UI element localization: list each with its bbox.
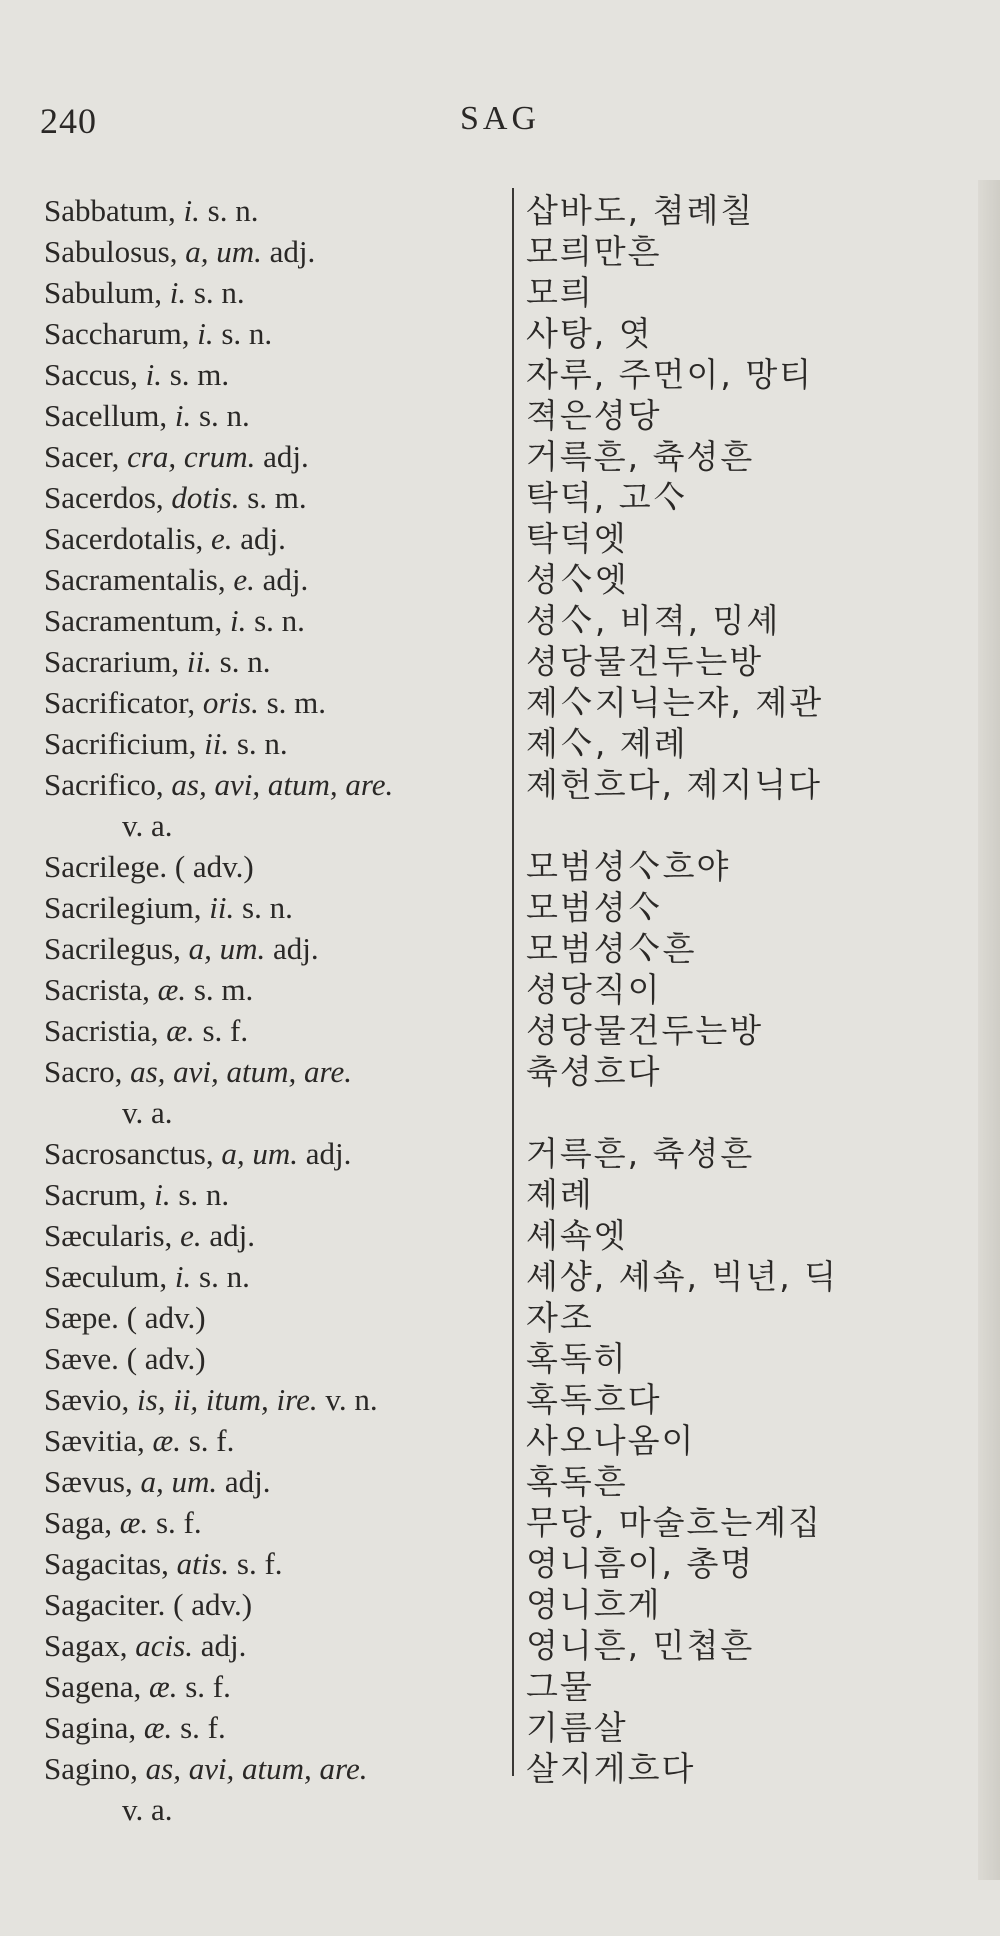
dictionary-entry — [0, 313, 1000, 354]
korean-translation: 졔亽, 졔례 — [526, 724, 688, 763]
inflection-forms: i. — [197, 316, 214, 351]
dictionary-entry — [0, 682, 1000, 723]
inflection-forms: ii. — [204, 726, 230, 761]
latin-term — [44, 682, 504, 723]
latin-term — [44, 1379, 504, 1420]
headword: Sacerdos, — [44, 480, 164, 515]
korean-translation: 모범셩亽흐야 — [526, 847, 731, 886]
korean-translation: 혹독흔 — [526, 1462, 628, 1501]
grammar-label: s. m. — [193, 972, 254, 1007]
grammar-label: s. n. — [254, 603, 305, 638]
latin-term — [44, 1748, 504, 1830]
grammar-label: s. n. — [193, 275, 245, 310]
dictionary-entry — [0, 928, 1000, 969]
latin-term — [44, 1215, 504, 1256]
grammar-label: s. m. — [247, 480, 307, 515]
dictionary-entry — [0, 723, 1000, 764]
korean-translation: 거륵흔, 츅셩흔 — [526, 1134, 755, 1173]
dictionary-entry — [0, 1707, 1000, 1748]
grammar-label: adj. — [200, 1628, 247, 1663]
headword: Sagaciter. — [44, 1587, 166, 1622]
page-number: 240 — [40, 101, 97, 141]
latin-term — [44, 313, 504, 354]
inflection-forms: e. — [180, 1218, 202, 1253]
inflection-forms: i. — [229, 603, 247, 638]
korean-translation: 혹독히 — [526, 1339, 628, 1378]
latin-term — [44, 1420, 504, 1461]
headword: Sacerdotalis, — [44, 521, 204, 556]
korean-translation: 젹은셩당 — [526, 396, 662, 435]
inflection-forms: a, um. — [188, 931, 266, 966]
grammar-label: s. f. — [155, 1505, 202, 1540]
headword: Sacrosanctus, — [44, 1136, 214, 1171]
headword: Sacrifico, — [44, 767, 164, 802]
headword: Sacrarium, — [44, 644, 180, 679]
korean-translation: 삽바도, 쳠례칠 — [526, 191, 755, 230]
dictionary-entry — [0, 477, 1000, 518]
latin-term — [44, 846, 504, 887]
grammar-label: adj. — [273, 931, 319, 966]
inflection-forms: i. — [154, 1177, 171, 1212]
grammar-label: adj. — [240, 521, 286, 556]
korean-translation: 셩당물건두는방 — [526, 642, 764, 681]
korean-translation: 영니흔, 민쳡흔 — [526, 1626, 755, 1665]
latin-term — [44, 436, 504, 477]
inflection-forms: a, um. — [140, 1464, 218, 1499]
latin-term — [44, 928, 504, 969]
inflection-forms: e. — [233, 562, 255, 597]
grammar-label: s. f. — [185, 1669, 231, 1704]
inflection-forms: as, avi, atum, are. — [130, 1054, 352, 1089]
headword: Sabulosus, — [44, 234, 178, 269]
inflection-forms: i. — [174, 398, 192, 433]
korean-translation: 셰쇽엣 — [526, 1216, 628, 1255]
grammar-label: s. f. — [180, 1710, 226, 1745]
dictionary-entry — [0, 559, 1000, 600]
grammar-label: s. n. — [198, 398, 250, 433]
headword: Sacer, — [44, 439, 120, 474]
headword: Saga, — [44, 1505, 113, 1540]
headword: Sæve. — [44, 1341, 119, 1376]
headword: Sagax, — [44, 1628, 128, 1663]
headword: Sagena, — [44, 1669, 142, 1704]
inflection-forms: as, avi, atum, are. — [145, 1751, 368, 1786]
latin-term — [44, 887, 504, 928]
headword: Sævitia, — [44, 1423, 145, 1458]
dictionary-entry — [0, 1051, 1000, 1133]
latin-term — [44, 1666, 504, 1707]
inflection-forms: i. — [145, 357, 162, 392]
dictionary-entry — [0, 1502, 1000, 1543]
korean-translation: 무당, 마술흐는계집 — [526, 1503, 823, 1542]
latin-term — [44, 600, 504, 641]
headword: Sagacitas, — [44, 1546, 169, 1581]
korean-translation: 그물 — [526, 1667, 594, 1706]
dictionary-entry — [0, 764, 1000, 846]
headword: Sabulum, — [44, 275, 162, 310]
dictionary-entry — [0, 1625, 1000, 1666]
dictionary-entry — [0, 887, 1000, 928]
korean-translation: 셰샹, 셰쇽, 빅년, 딕 — [526, 1257, 839, 1296]
grammar-label: ( adv.) — [126, 1341, 206, 1376]
headword: Sacrilegus, — [44, 931, 181, 966]
korean-translation: 자루, 주먼이, 망티 — [526, 355, 814, 394]
headword: Sacramentalis, — [44, 562, 226, 597]
latin-term — [44, 1625, 504, 1666]
headword: Sacrista, — [44, 972, 150, 1007]
grammar-label: s. f. — [236, 1546, 283, 1581]
inflection-forms: i. — [169, 275, 187, 310]
korean-translation: 모릐만흔 — [526, 232, 662, 271]
inflection-forms: a, um. — [221, 1136, 298, 1171]
inflection-forms: æ. — [119, 1505, 149, 1540]
dictionary-entry — [0, 518, 1000, 559]
headword: Sacristia, — [44, 1013, 159, 1048]
korean-translation: 자조 — [526, 1298, 594, 1337]
inflection-forms: e. — [211, 521, 233, 556]
latin-term — [44, 1502, 504, 1543]
inflection-forms: æ. — [152, 1423, 181, 1458]
grammar-label: adj. — [209, 1218, 255, 1253]
grammar-label: ( adv.) — [174, 849, 254, 884]
dictionary-entry — [0, 272, 1000, 313]
latin-term — [44, 1174, 504, 1215]
grammar-label-continued: v. a. — [122, 1095, 173, 1130]
korean-translation: 셩당직이 — [526, 970, 662, 1009]
inflection-forms: æ. — [166, 1013, 195, 1048]
headword: Sacramentum, — [44, 603, 223, 638]
latin-term — [44, 272, 504, 313]
running-head: SAG — [459, 100, 541, 137]
inflection-forms: is, ii, itum, ire. — [137, 1382, 318, 1417]
headword: Sacrum, — [44, 1177, 147, 1212]
dictionary-entry — [0, 1666, 1000, 1707]
korean-translation: 혹독흐다 — [526, 1380, 662, 1419]
grammar-label: adj. — [262, 562, 309, 597]
inflection-forms: ii. — [186, 644, 212, 679]
korean-translation: 모범셩亽흔 — [526, 929, 697, 968]
dictionary-entry — [0, 1010, 1000, 1051]
dictionary-entry — [0, 1420, 1000, 1461]
inflection-forms: as, avi, atum, are. — [171, 767, 394, 802]
headword: Saccus, — [44, 357, 138, 392]
headword: Sabbatum, — [44, 193, 176, 228]
inflection-forms: oris. — [202, 685, 259, 720]
dictionary-entry — [0, 1338, 1000, 1379]
dictionary-entry — [0, 1133, 1000, 1174]
latin-term — [44, 395, 504, 436]
latin-term — [44, 641, 504, 682]
inflection-forms: æ. — [149, 1669, 178, 1704]
korean-translation: 모범셩亽 — [526, 888, 663, 927]
korean-translation: 영니흠이, 총명 — [526, 1544, 755, 1583]
korean-translation: 거륵흔, 츅셩흔 — [526, 437, 755, 476]
headword: Sacrificator, — [44, 685, 196, 720]
grammar-label: s. m. — [169, 357, 230, 392]
latin-term — [44, 723, 504, 764]
korean-translation: 졔亽지닉는쟈, 졔관 — [526, 683, 824, 722]
korean-translation: 츅셩흐다 — [526, 1052, 662, 1091]
grammar-label: adj. — [269, 234, 316, 269]
korean-translation: 졔헌흐다, 졔지닉다 — [526, 765, 823, 804]
headword: Sagina, — [44, 1710, 137, 1745]
headword: Sagino, — [44, 1751, 138, 1786]
latin-term — [44, 969, 504, 1010]
korean-translation: 영니흐게 — [526, 1585, 662, 1624]
grammar-label-continued: v. a. — [122, 808, 173, 843]
korean-translation: 기름살 — [526, 1708, 628, 1747]
latin-term — [44, 1256, 504, 1297]
latin-term — [44, 559, 504, 600]
korean-translation: 사탕, 엿 — [526, 314, 653, 353]
latin-term — [44, 477, 504, 518]
latin-term — [44, 1010, 504, 1051]
grammar-label: s. n. — [236, 726, 288, 761]
dictionary-entry — [0, 190, 1000, 231]
dictionary-entry — [0, 1584, 1000, 1625]
latin-term — [44, 190, 504, 231]
korean-translation: 모릐 — [526, 273, 594, 312]
grammar-label: ( adv.) — [126, 1300, 206, 1335]
latin-term — [44, 1051, 504, 1133]
headword: Sacellum, — [44, 398, 168, 433]
latin-term — [44, 1707, 504, 1748]
dictionary-entry — [0, 641, 1000, 682]
inflection-forms: a, um. — [185, 234, 262, 269]
headword: Sacro, — [44, 1054, 123, 1089]
grammar-label: s. n. — [207, 193, 259, 228]
dictionary-entry — [0, 1256, 1000, 1297]
grammar-label: s. n. — [199, 1259, 250, 1294]
latin-term — [44, 1338, 504, 1379]
dictionary-entry — [0, 1174, 1000, 1215]
korean-translation: 탁덕엣 — [526, 519, 628, 558]
headword: Sacrilege. — [44, 849, 168, 884]
dictionary-entries — [0, 190, 1000, 1830]
dictionary-entry — [0, 436, 1000, 477]
latin-term — [44, 518, 504, 559]
korean-translation: 셩당물건두는방 — [526, 1011, 764, 1050]
grammar-label: s. n. — [242, 890, 293, 925]
grammar-label: s. m. — [266, 685, 327, 720]
latin-term — [44, 354, 504, 395]
latin-term — [44, 1584, 504, 1625]
korean-translation: 사오나옴이 — [526, 1421, 696, 1460]
dictionary-entry — [0, 600, 1000, 641]
dictionary-entry — [0, 1379, 1000, 1420]
headword: Saccharum, — [44, 316, 190, 351]
latin-term — [44, 1133, 504, 1174]
latin-term — [44, 1543, 504, 1584]
inflection-forms: dotis. — [171, 480, 240, 515]
grammar-label: v. n. — [325, 1382, 378, 1417]
grammar-label: adj. — [263, 439, 309, 474]
dictionary-entry — [0, 1461, 1000, 1502]
dictionary-entry — [0, 846, 1000, 887]
korean-translation: 살지게흐다 — [526, 1749, 696, 1788]
dictionary-entry — [0, 969, 1000, 1010]
headword: Sævus, — [44, 1464, 133, 1499]
grammar-label: ( adv.) — [173, 1587, 253, 1622]
headword: Sæpe. — [44, 1300, 119, 1335]
inflection-forms: cra, crum. — [127, 439, 256, 474]
grammar-label-continued: v. a. — [122, 1792, 173, 1827]
dictionary-entry — [0, 231, 1000, 272]
grammar-label: s. n. — [221, 316, 273, 351]
korean-translation: 졔례 — [526, 1175, 594, 1214]
headword: Sæculum, — [44, 1259, 168, 1294]
korean-translation: 셩亽, 비젹, 밍셰 — [526, 601, 781, 640]
inflection-forms: æ. — [143, 1710, 173, 1745]
grammar-label: s. f. — [188, 1423, 235, 1458]
latin-term — [44, 764, 504, 846]
inflection-forms: i. — [183, 193, 200, 228]
inflection-forms: acis. — [135, 1628, 193, 1663]
headword: Sacrilegium, — [44, 890, 202, 925]
inflection-forms: i. — [174, 1259, 192, 1294]
dictionary-entry — [0, 1297, 1000, 1338]
inflection-forms: atis. — [176, 1546, 230, 1581]
dictionary-entry — [0, 1748, 1000, 1830]
korean-translation: 탁덕, 고亽 — [526, 478, 688, 517]
grammar-label: s. n. — [219, 644, 271, 679]
latin-term — [44, 1297, 504, 1338]
dictionary-entry — [0, 1215, 1000, 1256]
inflection-forms: æ. — [157, 972, 187, 1007]
latin-term — [44, 1461, 504, 1502]
grammar-label: adj. — [305, 1136, 352, 1171]
latin-term — [44, 231, 504, 272]
inflection-forms: ii. — [209, 890, 235, 925]
dictionary-entry — [0, 1543, 1000, 1584]
grammar-label: s. n. — [178, 1177, 230, 1212]
korean-translation: 셩亽엣 — [526, 560, 629, 599]
dictionary-entry — [0, 354, 1000, 395]
dictionary-entry — [0, 395, 1000, 436]
headword: Sævio, — [44, 1382, 130, 1417]
grammar-label: adj. — [224, 1464, 271, 1499]
grammar-label: s. f. — [202, 1013, 249, 1048]
headword: Sæcularis, — [44, 1218, 173, 1253]
headword: Sacrificium, — [44, 726, 197, 761]
